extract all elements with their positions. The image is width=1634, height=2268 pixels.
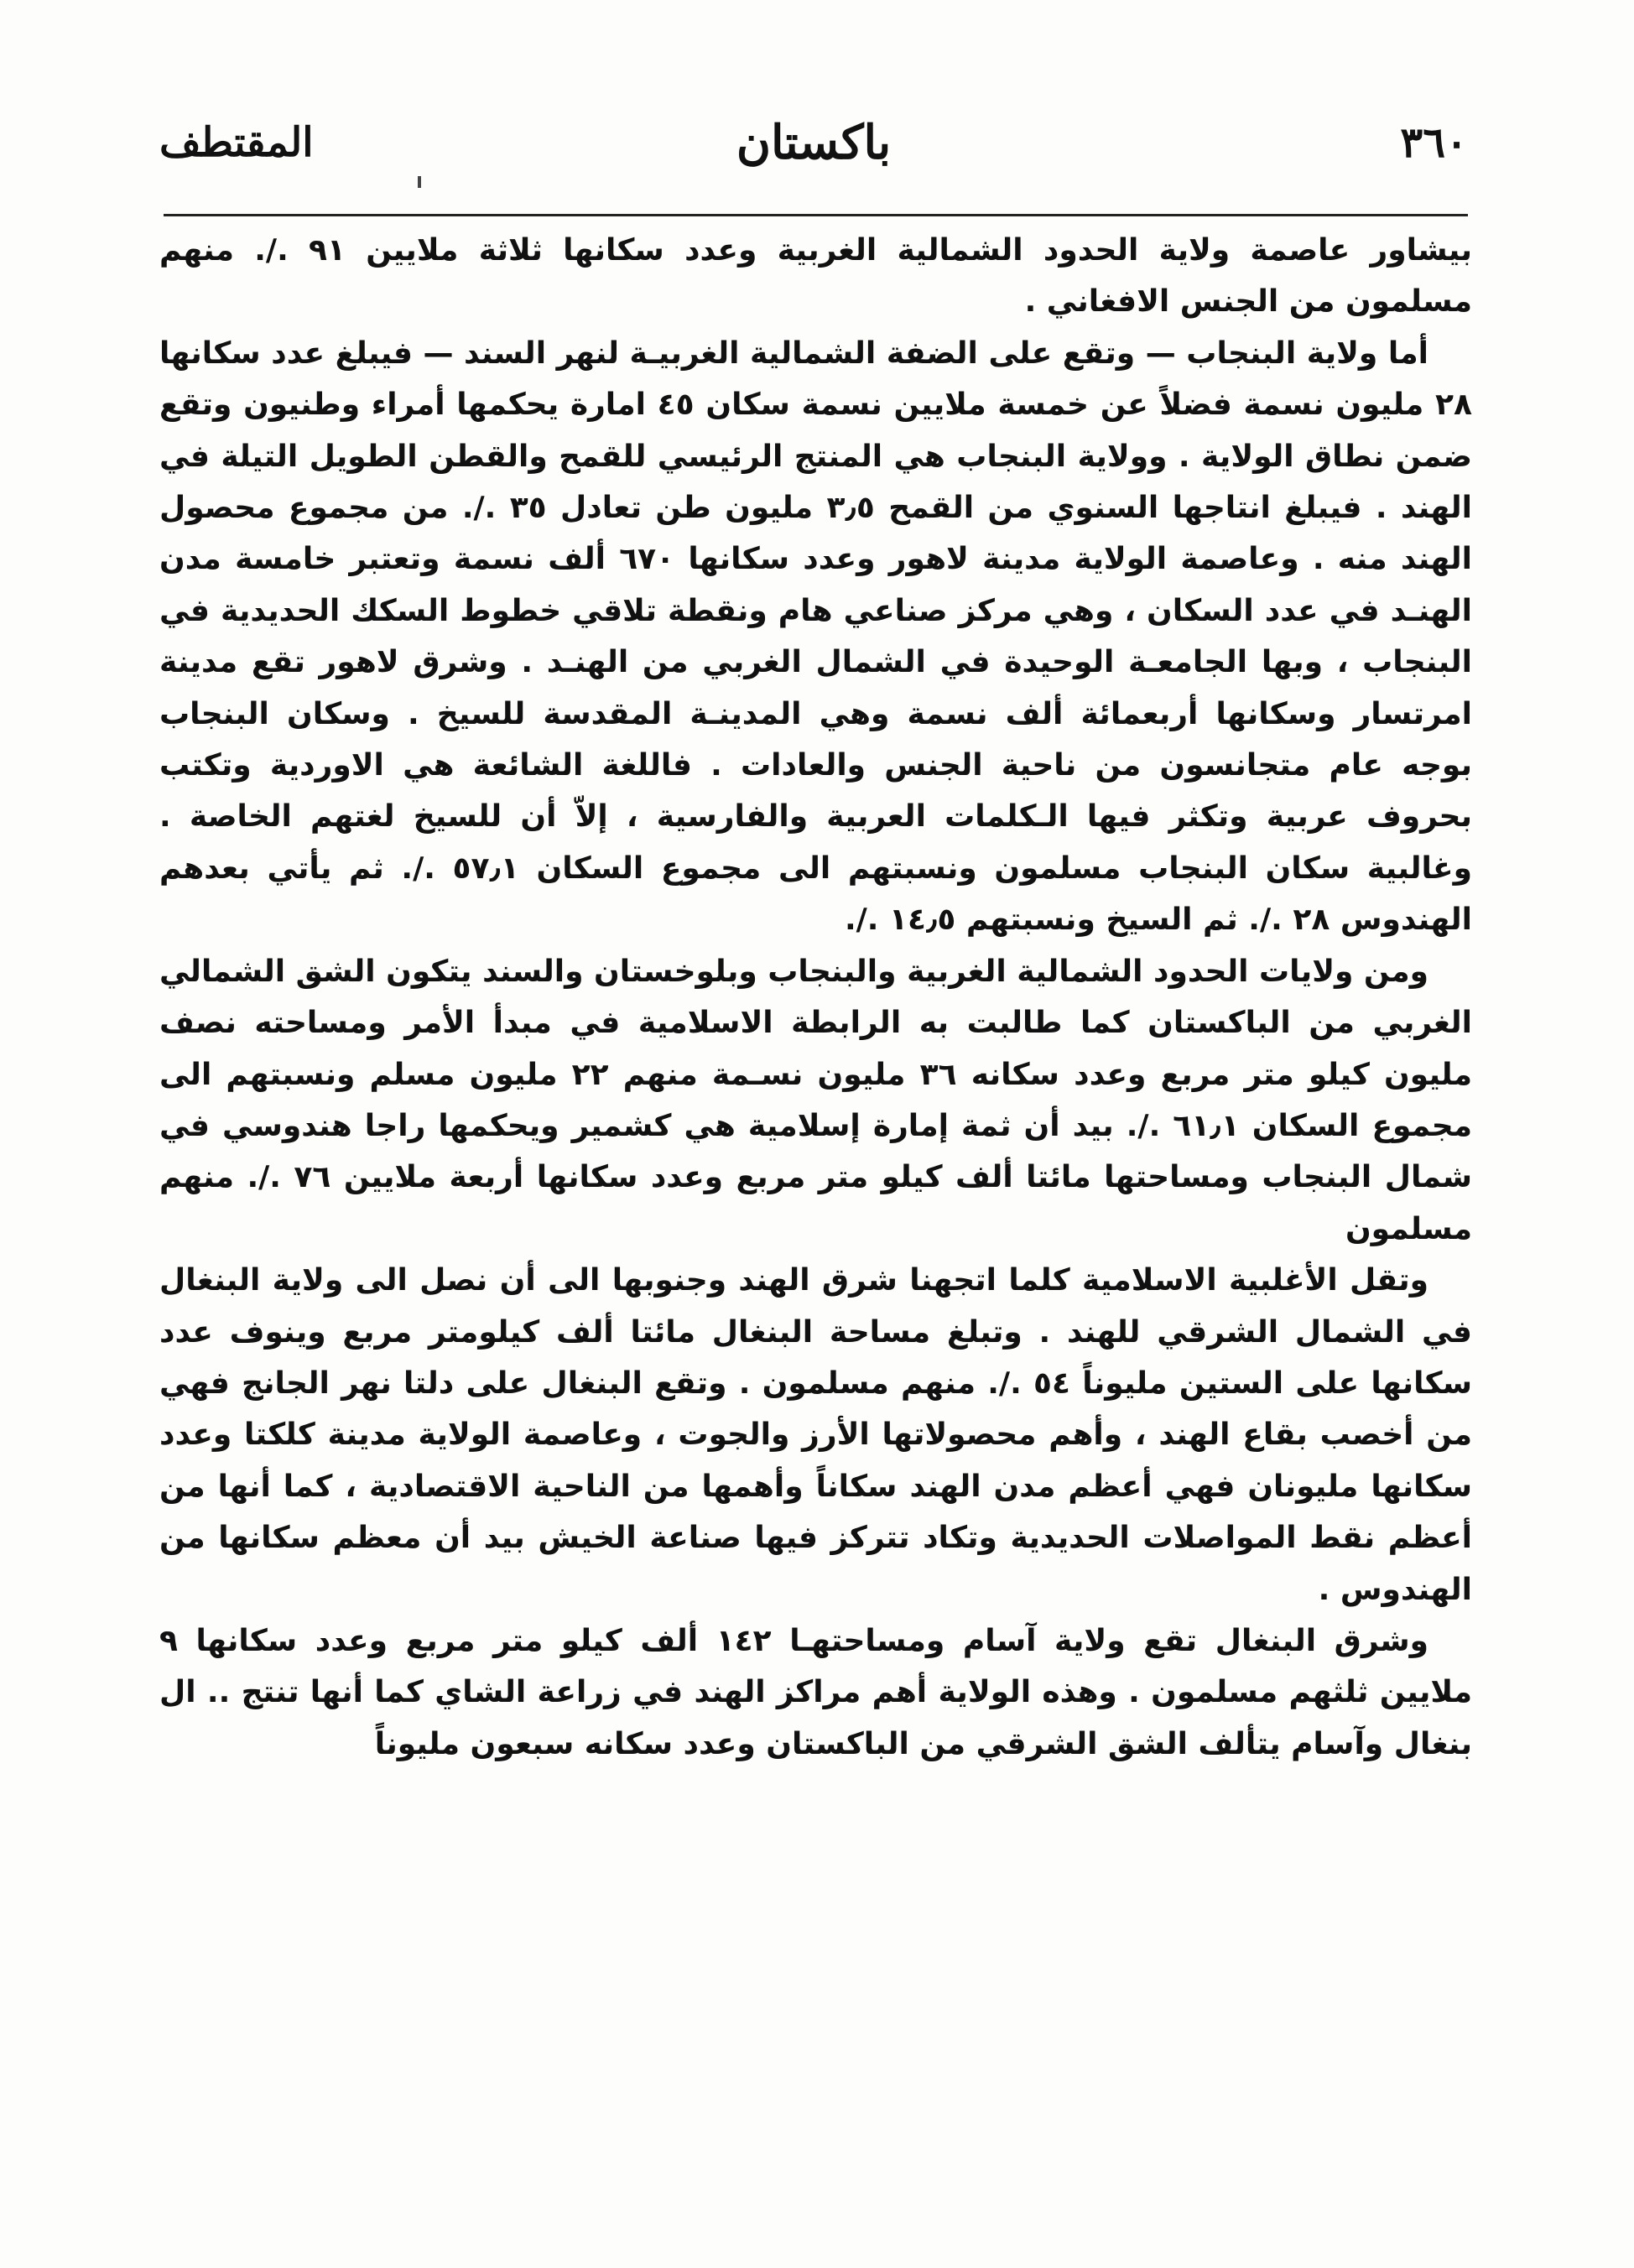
paragraph-peshawar: بيشاور عاصمة ولاية الحدود الشمالية الغربية وعدد سكانها ثلاثة ملايين ٩١ ./. منهم مسلمون من الجنس الافغاني . (159, 233, 1472, 320)
paragraph-punjab: أما ولاية البنجاب — وتقع على الضفة الشمالية الغربيـة لنهر السند — فيبلغ عدد سكانها ٢٨ مليون نسمة فضلاً عن خمسة ملايين نسمة سكان ٤٥ امارة يحكمها أمراء وطنيون وتقع ضمن نطاق الولاية . وولاية البنجاب هي المنتج الرئيسي للقمح والقطن الطويل التيلة في الهند . فيبلغ انتاجها السنوي من القمح ٣٫٥ مليون طن تعادل ٣٥ ./. من مجموع محصول الهند منه . وعاصمة الولاية مدينة لاهور وعدد سكانها ٦٧٠ ألف نسمة وتعتبر خامسة مدن الهنـد في عدد السكان ، وهي مركز صناعي هام ونقطة تلاقي خطوط السكك الحديدية في البنجاب ، وبها الجامعـة الوحيدة في الشمال الغربي من الهنـد . وشرق لاهور تقع مدينة امرتسار وسكانها أربعمائة ألف نسمة وهي المدينـة المقدسة للسيخ . وسكان البنجاب بوجه عام متجانسون من ناحية الجنس والعادات . فاللغة الشائعة هي الاوردية وتكتب بحروف عربية وتكثر فيها الـكلمات العربية والفارسية ، إلاّ أن للسيخ لغتهم الخاصة . وغالبية سكان البنجاب مسلمون ونسبتهم الى مجموع السكان ٥٧٫١ ./. ثم يأتي بعدهم الهندوس ٢٨ ./. ثم السيخ ونسبتهم ١٤٫٥ ./. (159, 336, 1472, 938)
paragraph-bengal: وتقل الأغلبية الاسلامية كلما اتجهنا شرق الهند وجنوبها الى أن نصل الى ولاية البنغال في الشمال الشرقي للهند . وتبلغ مساحة البنغال مائتا ألف كيلومتر مربع وينوف عدد سكانها على الستين مليوناً ٥٤ ./. منهم مسلمون . وتقع البنغال على دلتا نهر الجانج فهي من أخصب بقاع الهند ، وأهم محصولاتها الأرز والجوت ، وعاصمة الولاية مدينة كلكتا وعدد سكانها مليونان فهي أعظم مدن الهند سكاناً وأهمها من الناحية الاقتصادية ، كما أنها من أعظم نقط المواصلات الحديدية وتكاد تتركز فيها صناعة الخيش بيد أن معظم سكانها من الهندوس . (159, 1263, 1472, 1607)
paragraph-northwest-region: ومن ولايات الحدود الشمالية الغربية والبنجاب وبلوخستان والسند يتكون الشق الشمالي الغربي من الباكستان كما طالبت به الرابطة الاسلامية في مبدأ الأمر ومساحته نصف مليون كيلو متر مربع وعدد سكانه ٣٦ مليون نسـمة منهم ٢٢ مليون مسلم ونسبتهم الى مجموع السكان ٦١٫١ ./. بيد أن ثمة إمارة إسلامية هي كشمير ويحكمها راجا هندوسي في شمال البنجاب ومساحتها مائتا ألف كيلو متر مربع وعدد سكانها أربعة ملايين ٧٦ ./. منهم مسلمون (159, 954, 1473, 1246)
page-header (159, 109, 1468, 176)
header-rule (164, 214, 1468, 216)
page-number: ٣٦٠ (1400, 117, 1468, 167)
journal-name: المقتطف (159, 119, 314, 166)
article-body (159, 225, 1472, 1770)
paragraph-assam: وشرق البنغال تقع ولاية آسام ومساحتهـا ١٤٢ ألف كيلو متر مربع وعدد سكانها ٩ ملايين ثلثهم مسلمون . وهذه الولاية أهم مراكز الهند في زراعة الشاي كما أنها تنتج .. ال بنغال وآسام يتألف الشق الشرقي من الباكستان وعدد سكانه سبعون مليوناً (159, 1623, 1472, 1761)
stray-print-mark (418, 176, 421, 188)
running-title: باكستان (736, 115, 892, 170)
